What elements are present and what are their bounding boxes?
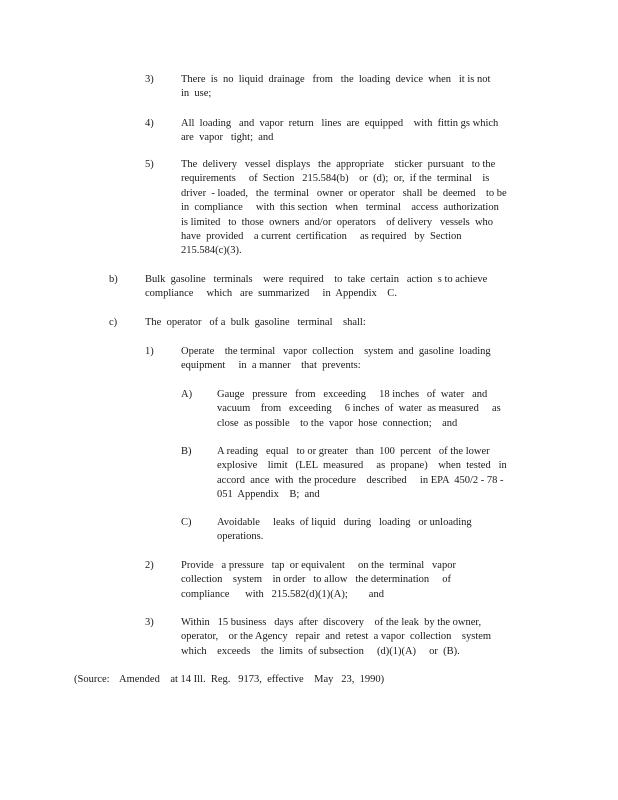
text-line: operator, or the Agency repair and retest a vapor collection system [181,631,492,643]
item-number: 3) [145,74,154,85]
item-text [217,516,473,545]
item-number: 5) [145,159,154,170]
item-number: 1) [145,346,154,357]
item-text [145,273,488,302]
source-label: (Source: [74,674,110,685]
text-line: are vapor tight; and [181,132,274,144]
source-text: Amended at 14 Ill. Reg. 9173, effective May 23, 1990) [119,674,385,685]
text-line: Avoidable leaks of liquid during loading or unloading [217,517,472,528]
item-text [181,73,499,102]
item-text [181,559,461,602]
text-line: explosive limit (LEL measured as propane) when tested in [217,460,507,472]
text-line: compliance with 215.582(d)(1)(A); and [181,588,384,600]
item-number: 4) [145,118,154,129]
text-line: vacuum from exceeding 6 inches of water as measured as [217,403,501,415]
text-line: in use; [181,88,212,100]
item-text [145,316,375,330]
text-line: Operate the terminal vapor collection system and gasoline loading [181,346,491,357]
text-line: Gauge pressure from exceeding 18 inches of water and [217,389,488,400]
text-line: 215.584(c)(3). [181,245,242,257]
text-line: have provided a current certification as required by Section [181,231,462,243]
text-line: The operator of a bulk gasoline terminal shall: [145,317,366,328]
item-text [181,345,497,374]
text-line: There is no liquid drainage from the loading device when it is not [181,74,491,85]
text-line: which exceeds the limits of subsection (d)(1)(A) or (B). [181,645,460,657]
text-line: collection system in order to allow the determination of [181,574,452,586]
text-line: close as possible to the vapor hose connection; and [217,417,458,429]
item-text [181,117,499,146]
text-line: is limited to those owners and/or operators of delivery vessels who [181,216,494,228]
text-line: Provide a pressure tap or equivalent on the terminal vapor [181,560,456,571]
text-line: equipment in a manner that prevents: [181,360,361,372]
text-line: in compliance with this section when terminal access authorization [181,202,499,214]
text-line: compliance which are summarized in Appendix C. [145,288,397,300]
item-number: 3) [145,617,154,628]
text-line: All loading and vapor return lines are equipped with fittin gs which [181,118,499,129]
text-line: requirements of Section 215.584(b) or (d); or, if the terminal is [181,173,490,185]
item-number: c) [109,317,118,328]
text-line: 051 Appendix B; and [217,489,320,501]
text-line: accord ance with the procedure described in EPA 450/2 - 78 - [217,474,504,486]
item-number: A) [181,389,193,400]
item-text [217,445,507,503]
item-text [217,388,501,431]
text-line: Bulk gasoline terminals were required to take certain action s to achieve [145,274,488,285]
text-line: Within 15 business days after discovery of the leak by the owner, [181,617,482,628]
item-text [181,616,497,659]
item-number: C) [181,517,192,528]
item-number: B) [181,446,192,457]
text-line: A reading equal to or greater than 100 percent of the lower [217,446,490,457]
item-number: 2) [145,560,154,571]
text-line: The delivery vessel displays the appropriate sticker pursuant to the [181,159,496,170]
item-text [181,158,507,259]
item-number: b) [109,274,118,285]
text-line: driver - loaded, the terminal owner or operator shall be deemed to be [181,187,507,199]
text-line: operations. [217,531,264,543]
